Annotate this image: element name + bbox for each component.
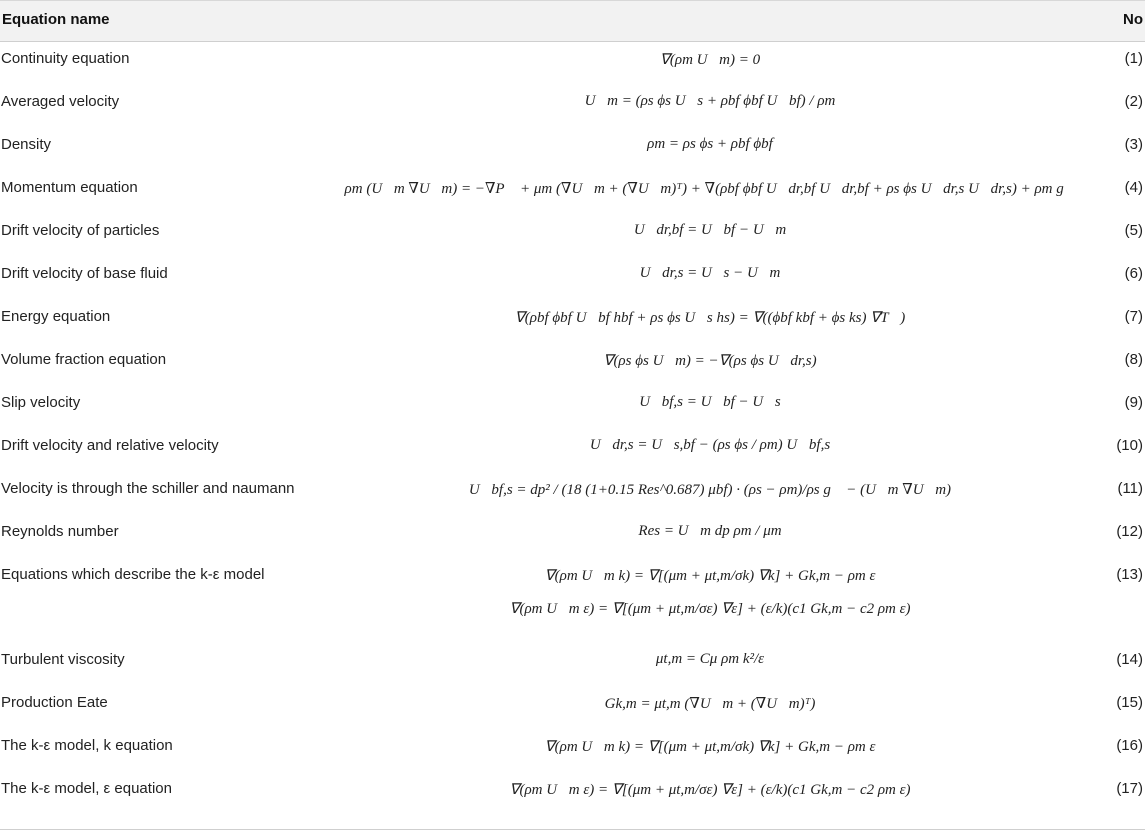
equation: ρm (U⃗m ∇U⃗m) = −∇P⃗ + μm (∇U⃗m + (∇U⃗m)ᵀ) + ∇(ρbf ϕbf U⃗dr,bf U⃗dr,bf + ρs ϕs U⃗dr,s U⃗dr,s) + ρm g⃗: [344, 181, 1076, 197]
equation: ρm = ρs ϕs + ρbf ϕbf: [647, 136, 773, 152]
header-equation-name: Equation name: [2, 11, 110, 28]
equation-name: Volume fraction equation: [1, 351, 167, 368]
equation-number: (8): [1124, 351, 1143, 368]
equation-name: Drift velocity of base fluid: [1, 265, 168, 282]
equation-number: (10): [1116, 437, 1143, 454]
equation: μt,m = Cμ ρm k²/ε: [655, 651, 765, 667]
equation: ∇(ρm U⃗m k) = ∇[(μm + μt,m/σk) ∇k] + Gk,m − ρm ε: [544, 568, 876, 584]
equation-name: The k-ε model, k equation: [1, 737, 173, 754]
equation: U⃗m = (ρs ϕs U⃗s + ρbf ϕbf U⃗bf) / ρm: [584, 93, 836, 109]
equation: ∇(ρbf ϕbf U⃗bf hbf + ρs ϕs U⃗s hs) = ∇((ϕbf kbf + ϕs ks) ∇T⃗): [514, 310, 906, 326]
equation: ∇(ρs ϕs U⃗m) = −∇(ρs ϕs U⃗dr,s): [603, 353, 817, 369]
equation-name: Velocity is through the schiller and naumann: [1, 480, 295, 497]
equation-name: Drift velocity and relative velocity: [1, 437, 219, 454]
equation: Res = U⃗m dp ρm / μm: [638, 523, 782, 539]
equation-name: Energy equation: [1, 308, 111, 325]
equation-name: Slip velocity: [1, 394, 81, 411]
equation: U⃗dr,s = U⃗s − U⃗m: [639, 265, 781, 281]
equation-number: (12): [1116, 523, 1143, 540]
equation-name: Production Eate: [1, 694, 108, 711]
equation-name: Density: [1, 136, 52, 153]
equation-name: Reynolds number: [1, 523, 119, 540]
equation-number: (14): [1116, 651, 1143, 668]
equation-number: (3): [1124, 136, 1143, 153]
equation: Gk,m = μt,m (∇U⃗m + (∇U⃗m)ᵀ): [604, 696, 816, 712]
table-header: [0, 0, 1145, 42]
equation-name: Averaged velocity: [1, 93, 120, 110]
equation-number: (6): [1124, 265, 1143, 282]
equation: ∇(ρm U⃗m) = 0: [659, 52, 761, 68]
equation-number: (16): [1116, 737, 1143, 754]
equation-number: (1): [1124, 50, 1143, 67]
equation-name: Momentum equation: [1, 179, 138, 196]
equation-name: Continuity equation: [1, 50, 130, 67]
equation-second-line: ∇(ρm U⃗m ε) = ∇[(μm + μt,m/σε) ∇ε] + (ε/k)(c1 Gk,m − c2 ρm ε): [509, 601, 911, 617]
equation-name: The k-ε model, ε equation: [1, 780, 172, 797]
equation-number: (7): [1124, 308, 1143, 325]
equation-number: (11): [1117, 480, 1143, 497]
equation: ∇(ρm U⃗m k) = ∇[(μm + μt,m/σk) ∇k] + Gk,m − ρm ε: [544, 739, 876, 755]
equation-number: (15): [1116, 694, 1143, 711]
header-no: No: [1123, 11, 1143, 28]
equation: U⃗dr,s = U⃗s,bf − (ρs ϕs / ρm) U⃗bf,s: [589, 437, 831, 453]
equation: U⃗bf,s = U⃗bf − U⃗s: [639, 394, 781, 410]
equation-number: (5): [1124, 222, 1143, 239]
equation: U⃗dr,bf = U⃗bf − U⃗m: [633, 222, 787, 238]
equation-name: Equations which describe the k-ε model: [1, 566, 265, 583]
equation: U⃗bf,s = dp² / (18 (1+0.15 Res^0.687) μbf) · (ρs − ρm)/ρs g⃗ − (U⃗m ∇U⃗m): [468, 482, 952, 498]
equation-name: Drift velocity of particles: [1, 222, 160, 239]
equation-name: Turbulent viscosity: [1, 651, 125, 668]
equation-number: (17): [1116, 780, 1143, 797]
equation-number: (2): [1124, 93, 1143, 110]
equation: ∇(ρm U⃗m ε) = ∇[(μm + μt,m/σε) ∇ε] + (ε/k)(c1 Gk,m − c2 ρm ε): [509, 782, 911, 798]
equation-number: (9): [1124, 394, 1143, 411]
equation-number: (4): [1124, 179, 1143, 196]
equation-number: (13): [1116, 566, 1143, 583]
